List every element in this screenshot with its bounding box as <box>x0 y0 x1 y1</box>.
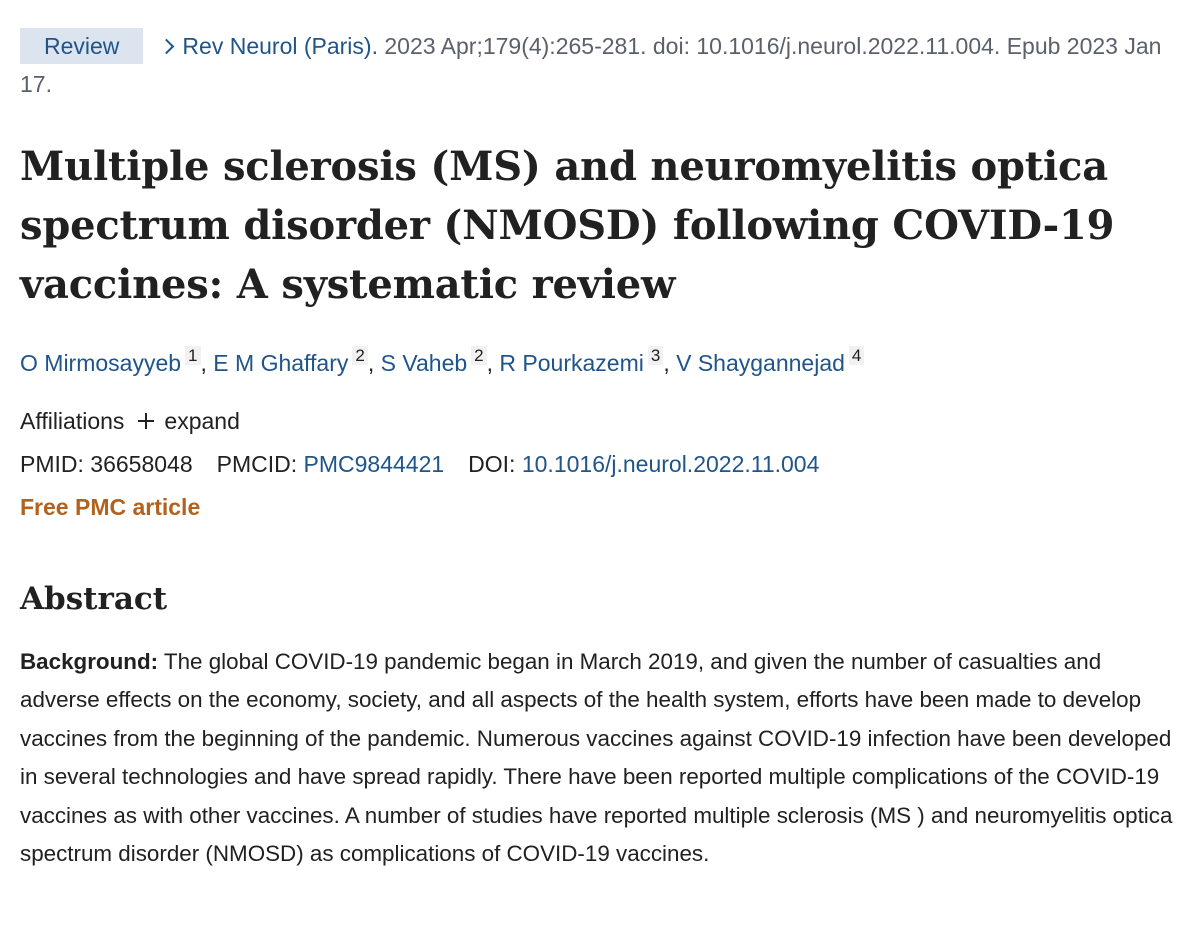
abstract-body: The global COVID-19 pandemic began in March 2019, and given the number of casualties and adverse effects on the economy, society, and all aspects of the health system, efforts have been made to develop vaccines from the beginning of the pandemic. Numerous vaccines against COVID-19 infection have been developed in several technologies and have spread rapidly. There have been reported multiple complications of the COVID-19 vaccines as with other vaccines. A number of studies have reported multiple sclerosis (MS ) and neuromyelitis optica spectrum disorder (NMOSD) as complications of COVID-19 vaccines. <box>20 649 1173 867</box>
affiliations-label: Affiliations <box>20 408 125 434</box>
author-separator: , <box>486 350 500 376</box>
author-link[interactable]: O Mirmosayyeb <box>20 350 182 376</box>
publication-type-badge[interactable]: Review <box>20 28 143 64</box>
chevron-right-icon <box>159 39 175 55</box>
pmid-label: PMID: <box>20 451 84 477</box>
doi-link[interactable]: 10.1016/j.neurol.2022.11.004 <box>521 451 820 477</box>
expand-label: expand <box>164 408 240 434</box>
pmcid-link[interactable]: PMC9844421 <box>303 451 445 477</box>
doi-label: DOI: <box>468 451 516 477</box>
authors-list <box>20 343 864 383</box>
author-link[interactable]: S Vaheb <box>380 350 468 376</box>
affiliations-row <box>20 402 240 440</box>
author-separator: , <box>663 350 677 376</box>
abstract-section-label: Background: <box>20 649 159 674</box>
affiliation-ref[interactable]: 4 <box>849 346 864 365</box>
author-link[interactable]: R Pourkazemi <box>499 350 644 376</box>
article-title: Multiple sclerosis (MS) and neuromyelitis optica spectrum disorder (NMOSD) following COVID-19 vaccines: A systematic review <box>20 143 1115 308</box>
identifiers-row <box>20 445 819 483</box>
pmid-value: 36658048 <box>90 451 193 477</box>
author-link[interactable]: V Shaygannejad <box>676 350 845 376</box>
expand-affiliations-button[interactable] <box>138 402 239 440</box>
journal-link[interactable]: Rev Neurol (Paris) <box>182 33 372 59</box>
affiliation-ref[interactable]: 2 <box>352 346 367 365</box>
citation-line <box>20 27 1182 103</box>
affiliation-ref[interactable]: 1 <box>185 346 200 365</box>
abstract-paragraph <box>20 643 1180 873</box>
abstract-heading: Abstract <box>20 581 168 617</box>
author-separator: , <box>367 350 381 376</box>
author-separator: , <box>200 350 214 376</box>
free-pmc-article-link[interactable]: Free PMC article <box>20 494 201 520</box>
author-link[interactable]: E M Ghaffary <box>213 350 349 376</box>
journal-period: . <box>371 33 378 59</box>
plus-icon <box>138 413 154 429</box>
affiliation-ref[interactable]: 3 <box>648 346 663 365</box>
affiliation-ref[interactable]: 2 <box>471 346 486 365</box>
pmcid-label: PMCID: <box>216 451 298 477</box>
citation-details: 2023 Apr;179(4):265-281. doi: 10.1016/j.neurol.2022.11.004. Epub 2023 Jan 17. <box>20 33 1162 97</box>
